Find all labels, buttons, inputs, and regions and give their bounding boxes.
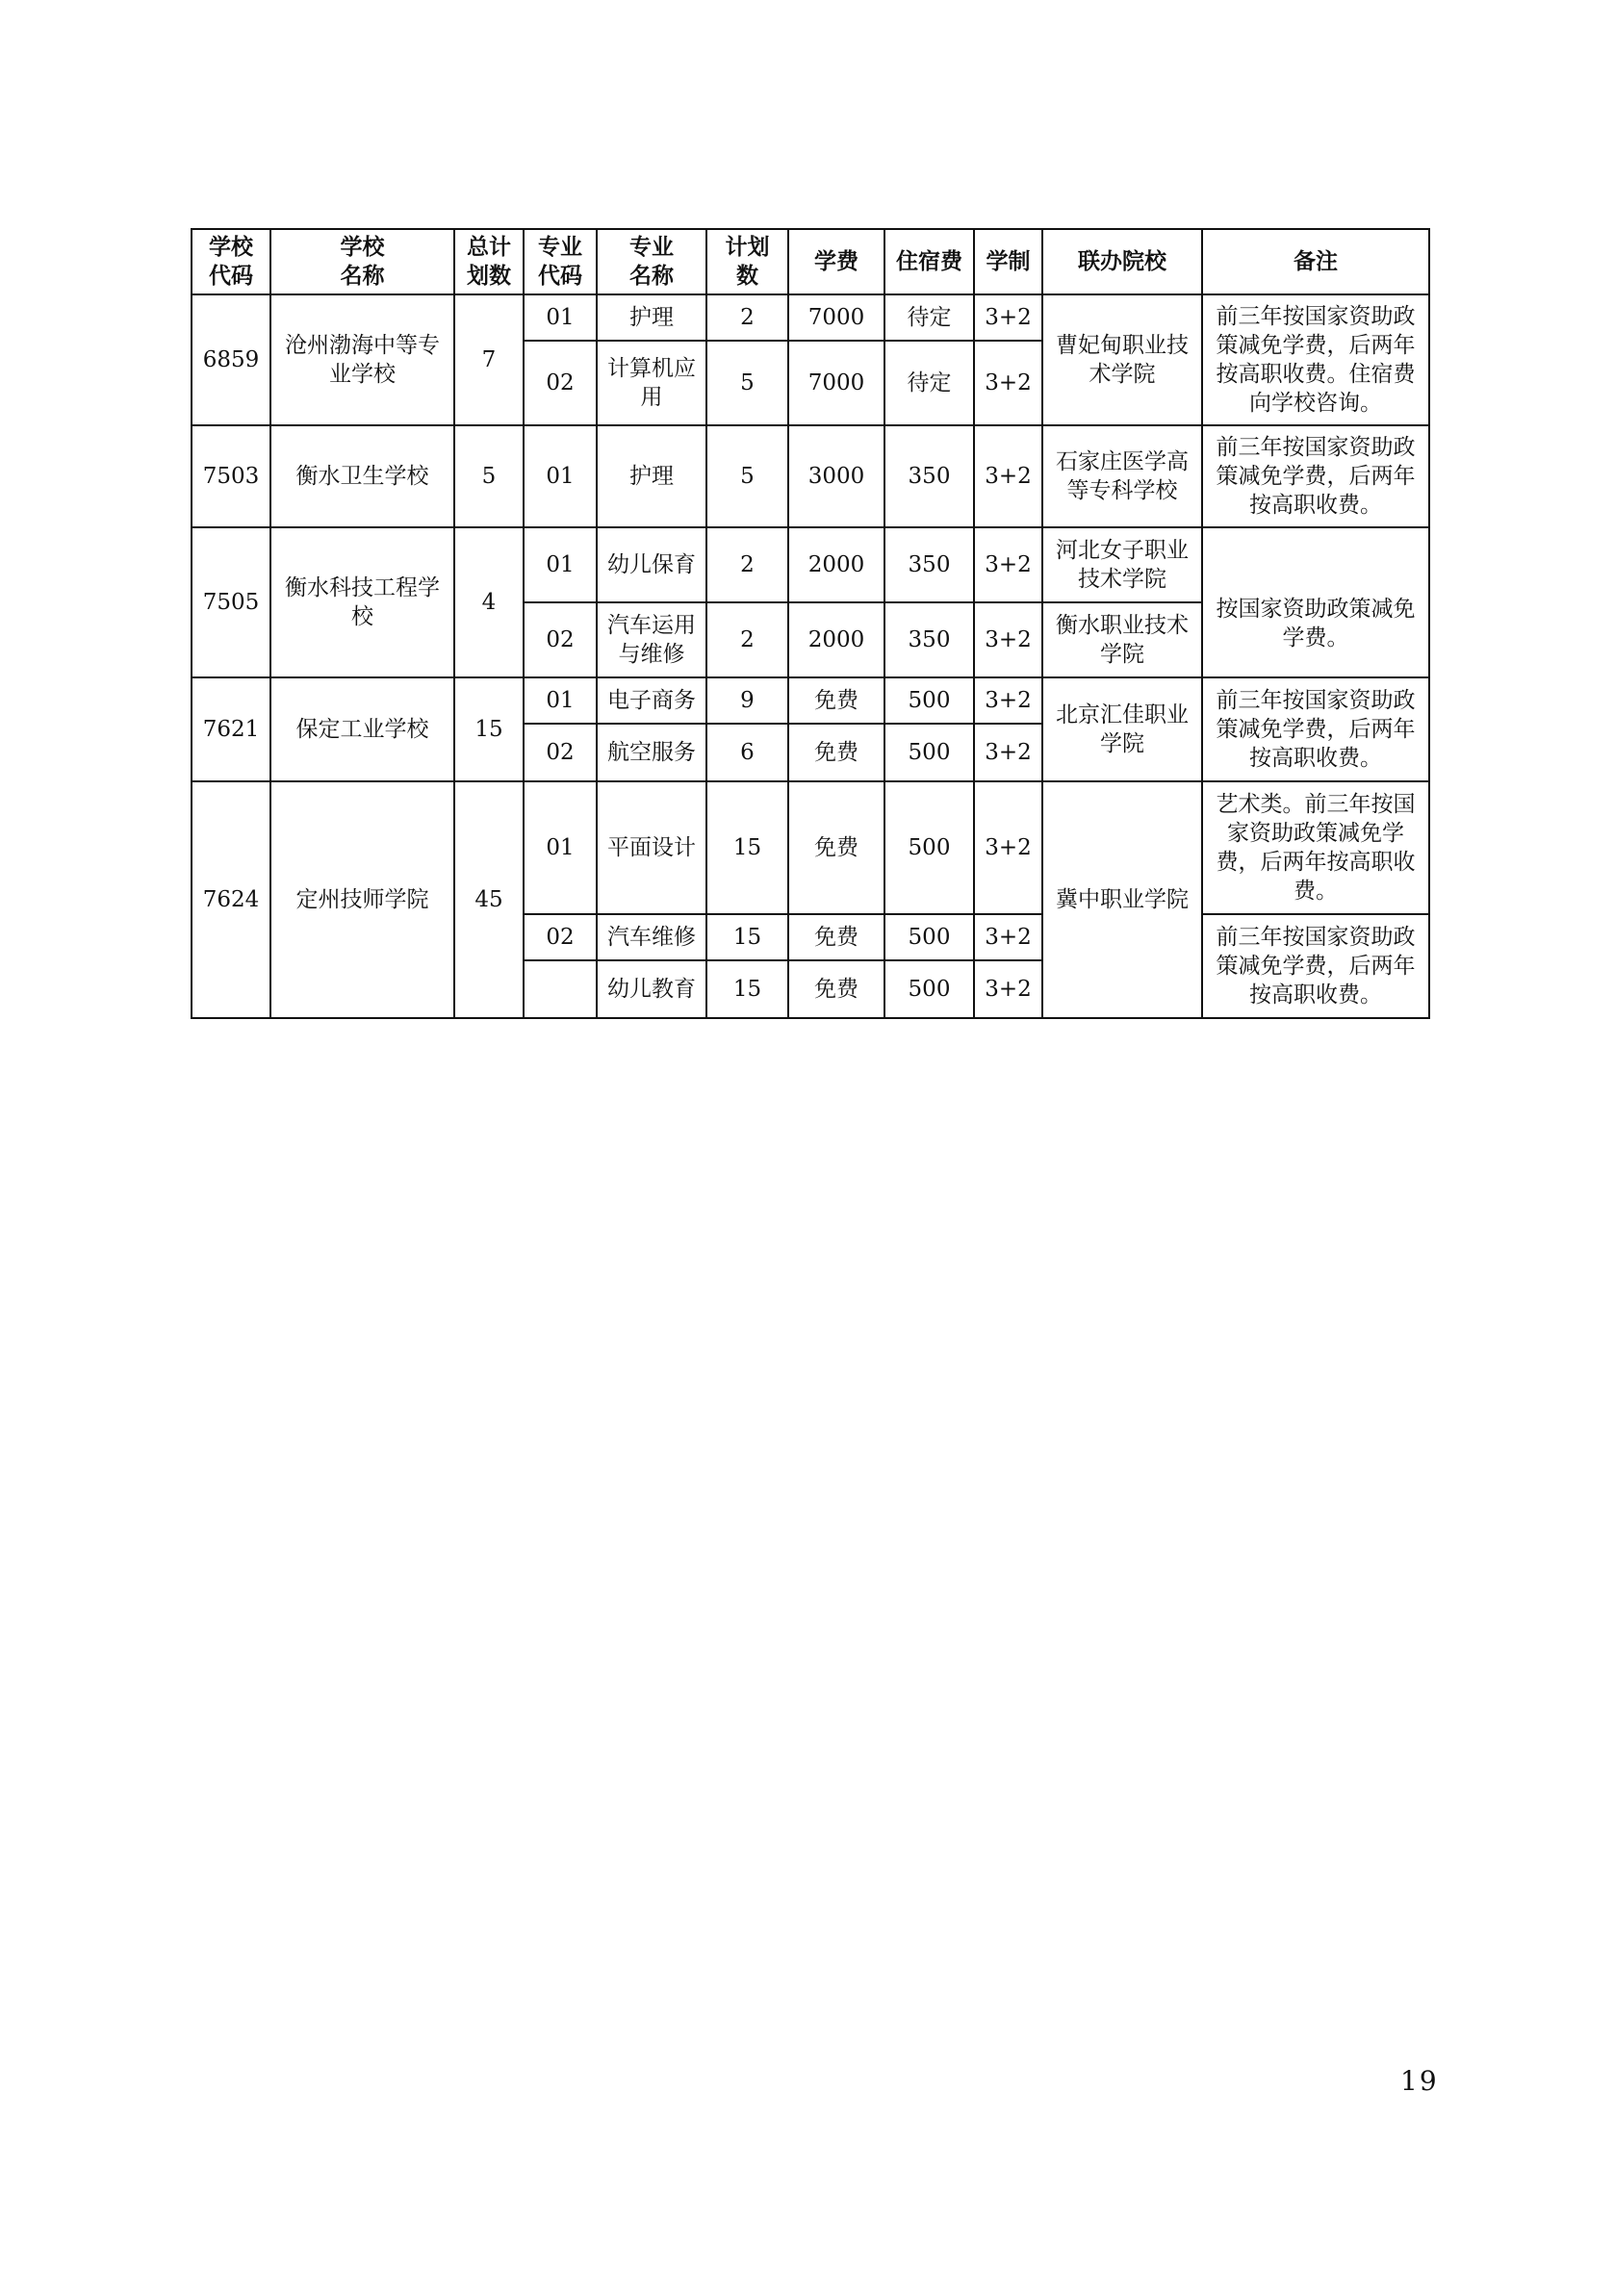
major-code [524,960,597,1018]
remark: 按国家资助政策减免学费。 [1202,527,1429,677]
major-code: 01 [524,527,597,602]
header-school-name: 学校 名称 [270,229,454,294]
header-plan-count: 计划数 [706,229,788,294]
major-plan: 15 [706,914,788,960]
header-major-code: 专业 代码 [524,229,597,294]
major-tuition: 免费 [788,781,884,914]
major-lodging: 500 [884,781,974,914]
school-code: 7505 [192,527,270,677]
remark: 前三年按国家资助政策减免学费，后两年按高职收费。 [1202,677,1429,781]
major-lodging: 350 [884,602,974,677]
major-duration: 3+2 [974,527,1042,602]
table-row [192,425,1429,527]
major-lodging: 500 [884,960,974,1018]
major-duration: 3+2 [974,294,1042,341]
major-duration: 3+2 [974,425,1042,527]
school-name: 保定工业学校 [270,677,454,781]
major-tuition: 7000 [788,341,884,425]
major-name: 幼儿教育 [597,960,706,1018]
major-name: 平面设计 [597,781,706,914]
major-code: 02 [524,341,597,425]
major-name: 汽车运用与维修 [597,602,706,677]
header-school-code: 学校 代码 [192,229,270,294]
school-code: 7621 [192,677,270,781]
header-remarks: 备注 [1202,229,1429,294]
major-plan: 9 [706,677,788,724]
school-code: 7503 [192,425,270,527]
table-row [192,677,1429,724]
school-name: 衡水卫生学校 [270,425,454,527]
major-duration: 3+2 [974,724,1042,781]
major-code: 01 [524,294,597,341]
major-plan: 5 [706,425,788,527]
major-duration: 3+2 [974,914,1042,960]
major-tuition: 2000 [788,527,884,602]
header-duration: 学制 [974,229,1042,294]
major-code: 02 [524,724,597,781]
major-name: 护理 [597,294,706,341]
major-duration: 3+2 [974,677,1042,724]
major-name: 护理 [597,425,706,527]
major-tuition: 免费 [788,914,884,960]
major-plan: 15 [706,960,788,1018]
school-total: 5 [454,425,524,527]
school-name: 定州技师学院 [270,781,454,1018]
school-code: 6859 [192,294,270,425]
partner-college: 北京汇佳职业学院 [1042,677,1202,781]
major-tuition: 免费 [788,960,884,1018]
page-number: 19 [1400,2065,1439,2097]
major-lodging: 待定 [884,341,974,425]
major-plan: 5 [706,341,788,425]
remark: 前三年按国家资助政策减免学费，后两年按高职收费。住宿费向学校咨询。 [1202,294,1429,425]
table-header-row [192,229,1429,294]
major-lodging: 500 [884,724,974,781]
major-lodging: 350 [884,527,974,602]
major-code: 01 [524,677,597,724]
major-code: 02 [524,602,597,677]
enrollment-plan-table [191,228,1430,1019]
major-duration: 3+2 [974,341,1042,425]
header-major-name: 专业 名称 [597,229,706,294]
school-total: 15 [454,677,524,781]
partner-college: 石家庄医学高等专科学校 [1042,425,1202,527]
major-code: 01 [524,425,597,527]
header-lodging: 住宿费 [884,229,974,294]
major-tuition: 免费 [788,677,884,724]
major-name: 电子商务 [597,677,706,724]
header-tuition: 学费 [788,229,884,294]
major-tuition: 2000 [788,602,884,677]
major-name: 汽车维修 [597,914,706,960]
table-row [192,527,1429,602]
major-code: 02 [524,914,597,960]
major-lodging: 待定 [884,294,974,341]
school-total: 4 [454,527,524,677]
header-partner: 联办院校 [1042,229,1202,294]
partner-college: 曹妃甸职业技术学院 [1042,294,1202,425]
major-plan: 2 [706,602,788,677]
major-tuition: 免费 [788,724,884,781]
major-plan: 6 [706,724,788,781]
major-tuition: 3000 [788,425,884,527]
remark: 艺术类。前三年按国家资助政策减免学费，后两年按高职收费。 [1202,781,1429,914]
partner-college: 河北女子职业技术学院 [1042,527,1202,602]
remark: 前三年按国家资助政策减免学费，后两年按高职收费。 [1202,425,1429,527]
table-row [192,781,1429,914]
major-duration: 3+2 [974,781,1042,914]
major-plan: 2 [706,294,788,341]
table-row [192,294,1429,341]
major-duration: 3+2 [974,960,1042,1018]
major-code: 01 [524,781,597,914]
major-plan: 2 [706,527,788,602]
major-plan: 15 [706,781,788,914]
school-name: 沧州渤海中等专业学校 [270,294,454,425]
school-total: 45 [454,781,524,1018]
partner-college: 衡水职业技术学院 [1042,602,1202,677]
major-lodging: 350 [884,425,974,527]
school-name: 衡水科技工程学校 [270,527,454,677]
school-code: 7624 [192,781,270,1018]
major-tuition: 7000 [788,294,884,341]
major-name: 航空服务 [597,724,706,781]
major-name: 幼儿保育 [597,527,706,602]
remark: 前三年按国家资助政策减免学费，后两年按高职收费。 [1202,914,1429,1018]
major-duration: 3+2 [974,602,1042,677]
partner-college: 冀中职业学院 [1042,781,1202,1018]
major-name: 计算机应用 [597,341,706,425]
school-total: 7 [454,294,524,425]
header-total-plan: 总计 划数 [454,229,524,294]
major-lodging: 500 [884,914,974,960]
major-lodging: 500 [884,677,974,724]
